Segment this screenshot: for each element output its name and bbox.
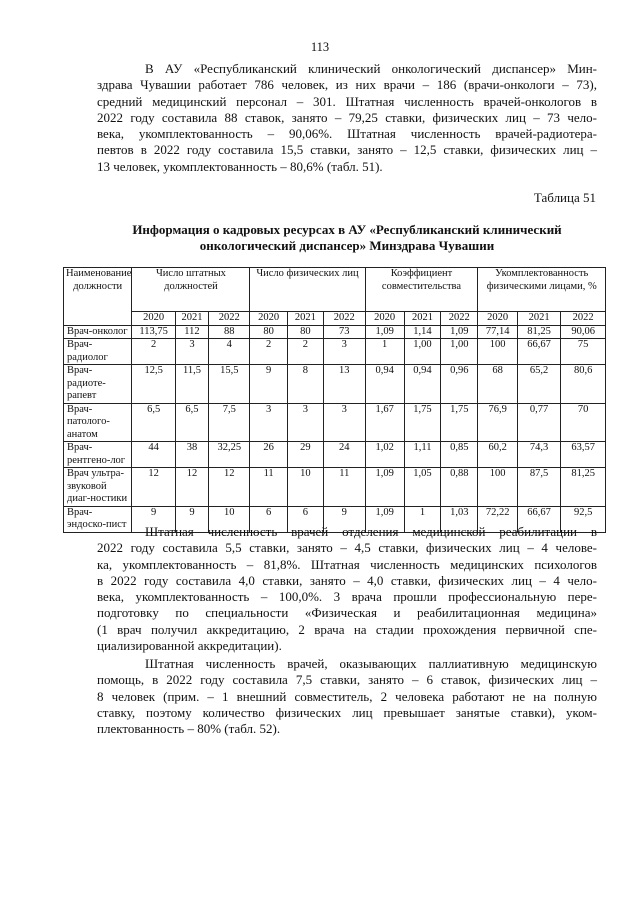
value-cell: 0,94 (365, 365, 404, 404)
group-header-coefficient: Коэффициент совместительства (365, 268, 478, 312)
value-cell: 4 (209, 339, 250, 365)
value-cell: 1,09 (365, 506, 404, 532)
value-cell: 81,25 (561, 468, 606, 507)
position-name-cell: Врач-радиоте-рапевт (64, 365, 132, 404)
value-cell: 32,25 (209, 442, 250, 468)
table-row (64, 325, 606, 339)
position-name-cell: Врач-рентгено-лог (64, 442, 132, 468)
table-row (64, 403, 606, 442)
value-cell: 77,14 (478, 325, 517, 339)
value-cell: 11 (324, 468, 365, 507)
value-cell: 1,05 (404, 468, 440, 507)
year-header: 2020 (478, 312, 517, 326)
value-cell: 66,67 (517, 339, 561, 365)
value-cell: 24 (324, 442, 365, 468)
year-header: 2022 (324, 312, 365, 326)
value-cell: 6,5 (175, 403, 208, 442)
value-cell: 3 (324, 403, 365, 442)
value-cell: 3 (287, 403, 323, 442)
value-cell: 9 (324, 506, 365, 532)
value-cell: 1 (365, 339, 404, 365)
year-header: 2021 (517, 312, 561, 326)
value-cell: 1,11 (404, 442, 440, 468)
position-name-cell: Врач-онколог (64, 325, 132, 339)
value-cell: 80 (250, 325, 287, 339)
text-line: циализированной аккредитации). (97, 638, 282, 654)
text-line: (1 врач получил аккредитацию, 2 врача на стадии прохождения первичной спе- (97, 621, 597, 637)
value-cell: 9 (250, 365, 287, 404)
value-cell: 13 (324, 365, 365, 404)
value-cell: 1,67 (365, 403, 404, 442)
rehabilitation-paragraph (97, 524, 597, 654)
value-cell: 0,96 (441, 365, 478, 404)
value-cell: 9 (175, 506, 208, 532)
position-name-cell: Врач ультра-звуковой диаг-ностики (64, 468, 132, 507)
value-cell: 26 (250, 442, 287, 468)
value-cell: 112 (175, 325, 208, 339)
table-row (64, 468, 606, 507)
value-cell: 6 (287, 506, 323, 532)
year-header: 2022 (561, 312, 606, 326)
palliative-paragraph (97, 656, 597, 737)
value-cell: 66,67 (517, 506, 561, 532)
page-number: 113 (310, 40, 330, 54)
value-cell: 76,9 (478, 403, 517, 442)
value-cell: 0,94 (404, 365, 440, 404)
column-header-position: Наименование должности (64, 268, 132, 326)
value-cell: 29 (287, 442, 323, 468)
value-cell: 75 (561, 339, 606, 365)
group-header-staffing-level: Укомплектованность физическими лицами, % (478, 268, 606, 312)
value-cell: 2 (250, 339, 287, 365)
value-cell: 81,25 (517, 325, 561, 339)
value-cell: 10 (287, 468, 323, 507)
text-line: 13 человек, укомплектованность – 80,6% (табл. 51). (97, 158, 383, 174)
text-line: ставку, поэтому количество физических лиц превышает занятые ставки), уком- (97, 704, 597, 720)
year-header: 2022 (441, 312, 478, 326)
table-body (64, 325, 606, 532)
value-cell: 113,75 (132, 325, 176, 339)
value-cell: 68 (478, 365, 517, 404)
value-cell: 15,5 (209, 365, 250, 404)
value-cell: 1,03 (441, 506, 478, 532)
text-line: средний медицинский персонал – 301. Штатная численность врачей-онкологов в (97, 93, 597, 109)
year-header: 2020 (250, 312, 287, 326)
position-name-cell: Врач-патолого-анатом (64, 403, 132, 442)
value-cell: 7,5 (209, 403, 250, 442)
table-row (64, 442, 606, 468)
value-cell: 6 (250, 506, 287, 532)
text-line: Штатная численность врачей отделения медицинской реабилитации в (145, 524, 597, 539)
value-cell: 1 (404, 506, 440, 532)
value-cell: 2 (132, 339, 176, 365)
value-cell: 1,14 (404, 325, 440, 339)
value-cell: 92,5 (561, 506, 606, 532)
text-line: певтов в 2022 году составила 15,5 ставки, занято – 12,5 ставки, физических лиц – (97, 142, 597, 158)
value-cell: 10 (209, 506, 250, 532)
position-name-cell: Врач-эндоско-пист (64, 506, 132, 532)
table-title (97, 222, 597, 254)
value-cell: 60,2 (478, 442, 517, 468)
text-line: 8 человек (прим. – 1 внешний совместитель, 2 человека работают не на полную (97, 688, 597, 704)
value-cell: 1,75 (404, 403, 440, 442)
text-line: плектованность – 80% (табл. 52). (97, 721, 281, 737)
year-header: 2020 (365, 312, 404, 326)
value-cell: 80 (287, 325, 323, 339)
value-cell: 3 (175, 339, 208, 365)
value-cell: 0,77 (517, 403, 561, 442)
value-cell: 1,00 (404, 339, 440, 365)
value-cell: 72,22 (478, 506, 517, 532)
value-cell: 87,5 (517, 468, 561, 507)
value-cell: 100 (478, 339, 517, 365)
value-cell: 70 (561, 403, 606, 442)
year-header: 2021 (287, 312, 323, 326)
year-header: 2021 (175, 312, 208, 326)
text-line: в 2022 году составила 4,0 ставки, занято – 4,0 ставки, физических лиц – 4 чело- (97, 572, 597, 588)
value-cell: 3 (250, 403, 287, 442)
value-cell: 0,85 (441, 442, 478, 468)
text-line: 2022 году составила 5,5 ставки, занято – 4,5 ставки, физических лиц – 4 челове- (97, 540, 597, 556)
value-cell: 38 (175, 442, 208, 468)
value-cell: 80,6 (561, 365, 606, 404)
table-caption: Таблица 51 (533, 190, 596, 205)
value-cell: 100 (478, 468, 517, 507)
value-cell: 0,88 (441, 468, 478, 507)
staff-resources-table (63, 267, 606, 533)
value-cell: 1,75 (441, 403, 478, 442)
text-line: Штатная численность врачей, оказывающих паллиативную медицинскую (145, 656, 597, 671)
intro-paragraph (97, 61, 597, 175)
value-cell: 1,00 (441, 339, 478, 365)
value-cell: 74,3 (517, 442, 561, 468)
text-line: века, укомплектованность – 90,06%. Штатная численность врачей-радиотера- (97, 126, 597, 142)
value-cell: 1,09 (441, 325, 478, 339)
value-cell: 11 (250, 468, 287, 507)
position-name-cell: Врач-радиолог (64, 339, 132, 365)
group-header-individuals: Число физических лиц (250, 268, 365, 312)
value-cell: 63,57 (561, 442, 606, 468)
text-line: помощь, в 2022 году составила 7,5 ставки, занято – 6 ставок, физических лиц – (97, 672, 597, 688)
text-line: здрава Чувашии работает 786 человек, из них врачи – 186 (врачи-онкологи – 73), (97, 77, 597, 93)
value-cell: 1,02 (365, 442, 404, 468)
value-cell: 8 (287, 365, 323, 404)
text-line: 2022 году составила 88 ставок, занято – 79,25 ставки, физических лиц – 73 чело- (97, 109, 597, 125)
value-cell: 12 (175, 468, 208, 507)
value-cell: 3 (324, 339, 365, 365)
year-header: 2021 (404, 312, 440, 326)
value-cell: 2 (287, 339, 323, 365)
value-cell: 1,09 (365, 325, 404, 339)
table-title-line: Информация о кадровых ресурсах в АУ «Республиканский клинический (132, 222, 562, 237)
value-cell: 6,5 (132, 403, 176, 442)
value-cell: 1,09 (365, 468, 404, 507)
text-line: В АУ «Республиканский клинический онкологический диспансер» Мин- (145, 61, 597, 76)
year-header: 2020 (132, 312, 176, 326)
group-header-staff-positions: Число штатных должностей (132, 268, 250, 312)
value-cell: 9 (132, 506, 176, 532)
value-cell: 12,5 (132, 365, 176, 404)
value-cell: 12 (209, 468, 250, 507)
text-line: подготовку по специальности «Физическая и реабилитационная медицина» (97, 605, 597, 621)
text-line: века, укомплектованность – 100,0%. 3 врача прошли профессиональную пере- (97, 589, 597, 605)
value-cell: 65,2 (517, 365, 561, 404)
year-header: 2022 (209, 312, 250, 326)
value-cell: 90,06 (561, 325, 606, 339)
value-cell: 44 (132, 442, 176, 468)
table-title-line: онкологический диспансер» Минздрава Чувашии (199, 238, 495, 253)
value-cell: 11,5 (175, 365, 208, 404)
text-line: ка, укомплектованность – 81,8%. Штатная численность медицинских психологов (97, 556, 597, 572)
value-cell: 73 (324, 325, 365, 339)
value-cell: 12 (132, 468, 176, 507)
value-cell: 88 (209, 325, 250, 339)
table-row (64, 339, 606, 365)
table-row (64, 365, 606, 404)
